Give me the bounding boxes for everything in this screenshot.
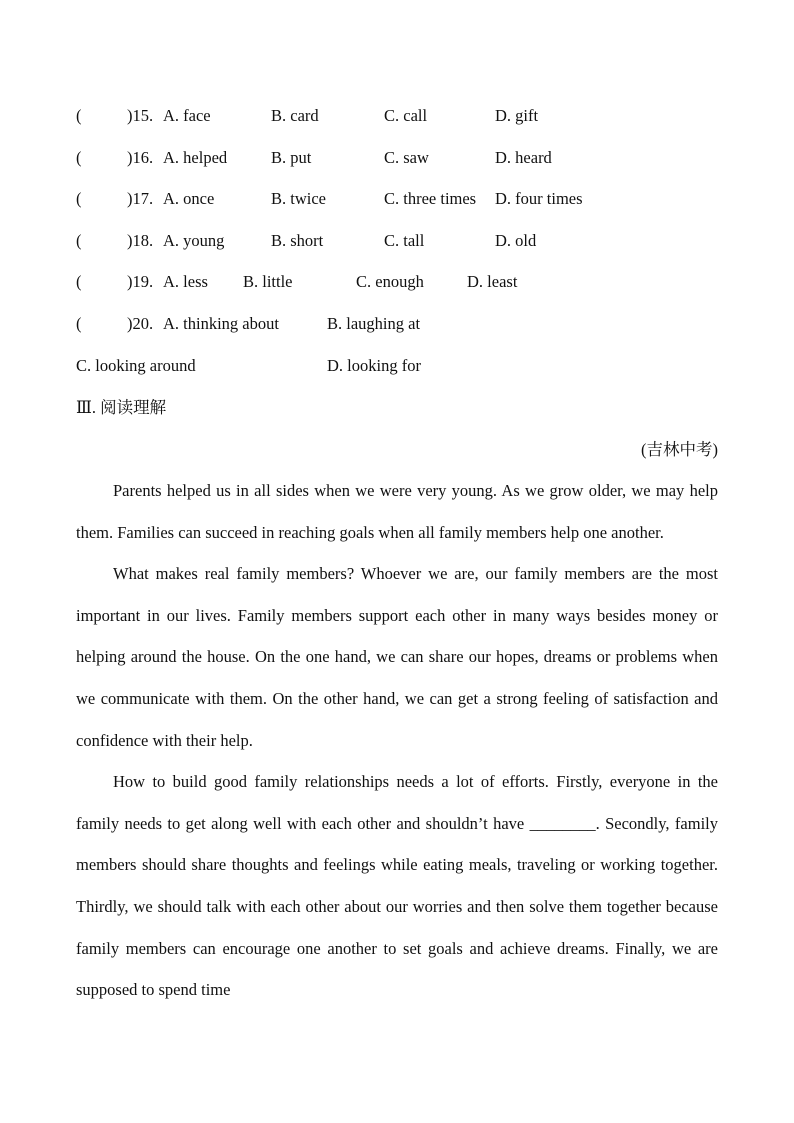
passage-paragraph-3: How to build good family relationships needs a lot of efforts. Firstly, everyone in the family needs to get along well with each other and shouldn’t have ________. Secondly, family members should share thoughts and feelings while eating meals, traveling or working together. Thirdly, we should talk with each other about our worries and then solve them together because family members can encourage one another to set goals and achieve dreams. Finally, we are supposed to spend time [76, 772, 718, 1000]
option-a: A. helped [163, 148, 228, 167]
passage-paragraph-1: Parents helped us in all sides when we were very young. As we grow older, we may help them. Families can succeed in reaching goals when all family members help one another. [76, 481, 718, 542]
section-heading: Ⅲ. 阅读理解 [76, 398, 167, 417]
option-b: B. card [271, 106, 319, 125]
option-a: A. young [163, 231, 225, 250]
question-number: )20. [127, 314, 154, 333]
question-number: )17. [127, 189, 154, 208]
question-number: )15. [127, 106, 154, 125]
answer-paren: ( [76, 106, 82, 125]
question-number: )18. [127, 231, 154, 250]
option-d: D. looking for [327, 356, 421, 375]
option-d: D. least [467, 272, 518, 291]
question-number: )16. [127, 148, 154, 167]
option-b: B. twice [271, 189, 326, 208]
option-b: B. laughing at [327, 314, 421, 333]
option-d: D. gift [495, 106, 539, 125]
option-d: D. heard [495, 148, 552, 167]
answer-paren: ( [76, 231, 82, 250]
option-a: A. less [163, 272, 208, 291]
answer-paren: ( [76, 148, 82, 167]
option-a: A. face [163, 106, 211, 125]
answer-paren: ( [76, 189, 82, 208]
option-a: A. thinking about [163, 314, 279, 333]
option-b: B. little [243, 272, 293, 291]
option-c: C. enough [356, 272, 424, 291]
option-b: B. put [271, 148, 312, 167]
answer-paren: ( [76, 314, 82, 333]
question-number: )19. [127, 272, 154, 291]
option-b: B. short [271, 231, 324, 250]
answer-paren: ( [76, 272, 82, 291]
option-c: C. tall [384, 231, 425, 250]
option-c: C. three times [384, 189, 477, 208]
passage-paragraph-2: What makes real family members? Whoever we are, our family members are the most important in our lives. Family members support each other in many ways besides money or helping around the house. On the one hand, we can share our hopes, dreams or problems when we communicate with them. On the other hand, we can get a strong feeling of satisfaction and confidence with their help. [76, 564, 718, 750]
option-c: C. call [384, 106, 428, 125]
option-c: C. saw [384, 148, 429, 167]
source-note: (吉林中考) [641, 440, 718, 459]
option-d: D. old [495, 231, 537, 250]
option-c: C. looking around [76, 356, 196, 375]
option-a: A. once [163, 189, 215, 208]
reading-passage [76, 470, 718, 1011]
option-d: D. four times [495, 189, 583, 208]
